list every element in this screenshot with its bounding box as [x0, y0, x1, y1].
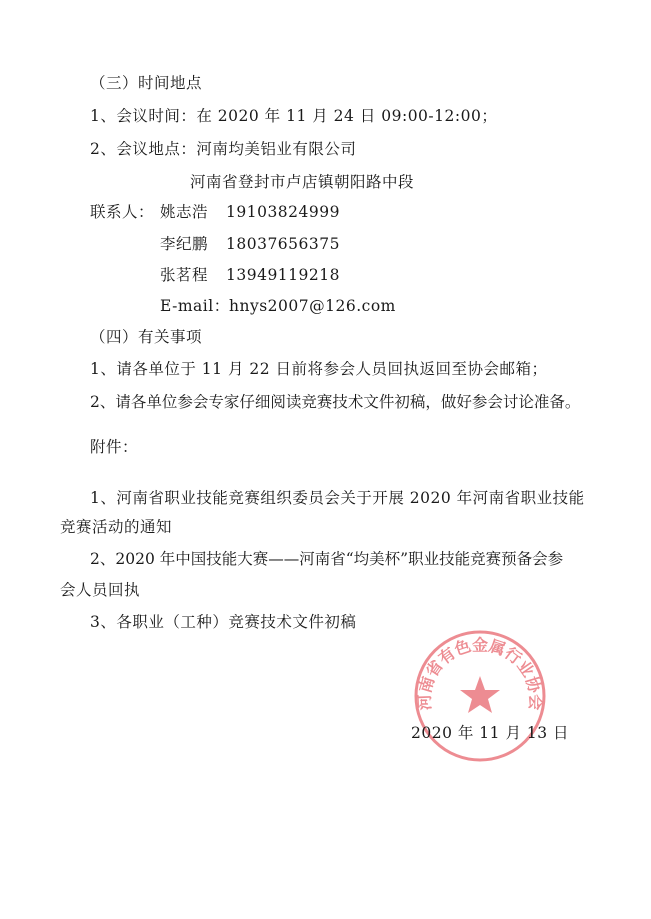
signature-date: 2020 年 11 月 13 日 — [411, 724, 570, 742]
email-label: E-mail： — [160, 297, 230, 315]
contacts-label: 联系人： — [90, 203, 155, 221]
notice-item-1: 1、请各单位于 11 月 22 日前将参会人员回执返回至协会邮箱； — [90, 360, 548, 378]
attachment-1-line-1: 1、河南省职业技能竞赛组织委员会关于开展 2020 年河南省职业技能 — [90, 489, 585, 507]
contact-phone: 13949119218 — [226, 266, 340, 284]
seal-star-icon — [460, 676, 500, 713]
attachment-2-line-2: 会人员回执 — [60, 581, 141, 599]
email-address: hnys2007@126.com — [229, 297, 396, 315]
meeting-time: 1、会议时间：在 2020 年 11 月 24 日 09:00-12:00； — [90, 107, 498, 125]
notice-item-2: 2、请各单位参会专家仔细阅读竞赛技术文件初稿，做好参会讨论准备。 — [90, 393, 581, 411]
attachments-label: 附件： — [90, 438, 139, 456]
section3-heading: （三）时间地点 — [90, 74, 203, 92]
meeting-venue: 2、会议地点：河南均美铝业有限公司 — [90, 140, 357, 158]
section4-heading: （四）有关事项 — [90, 328, 203, 346]
contact-name: 张茗程 — [160, 266, 209, 284]
attachment-3: 3、各职业（工种）竞赛技术文件初稿 — [90, 613, 357, 631]
venue-address: 河南省登封市卢店镇朝阳路中段 — [190, 173, 415, 191]
seal-text: 河南省有色金属行业协会 — [414, 635, 546, 711]
contact-name: 李纪鹏 — [160, 235, 209, 253]
attachment-1-line-2: 竞赛活动的通知 — [60, 518, 173, 536]
contact-phone: 18037656375 — [226, 235, 340, 253]
contact-phone: 19103824999 — [226, 203, 340, 221]
official-seal — [412, 628, 548, 764]
contact-name: 姚志浩 — [160, 203, 209, 221]
attachment-2-line-1: 2、2020 年中国技能大赛——河南省“均美杯”职业技能竞赛预备会参 — [90, 550, 564, 568]
